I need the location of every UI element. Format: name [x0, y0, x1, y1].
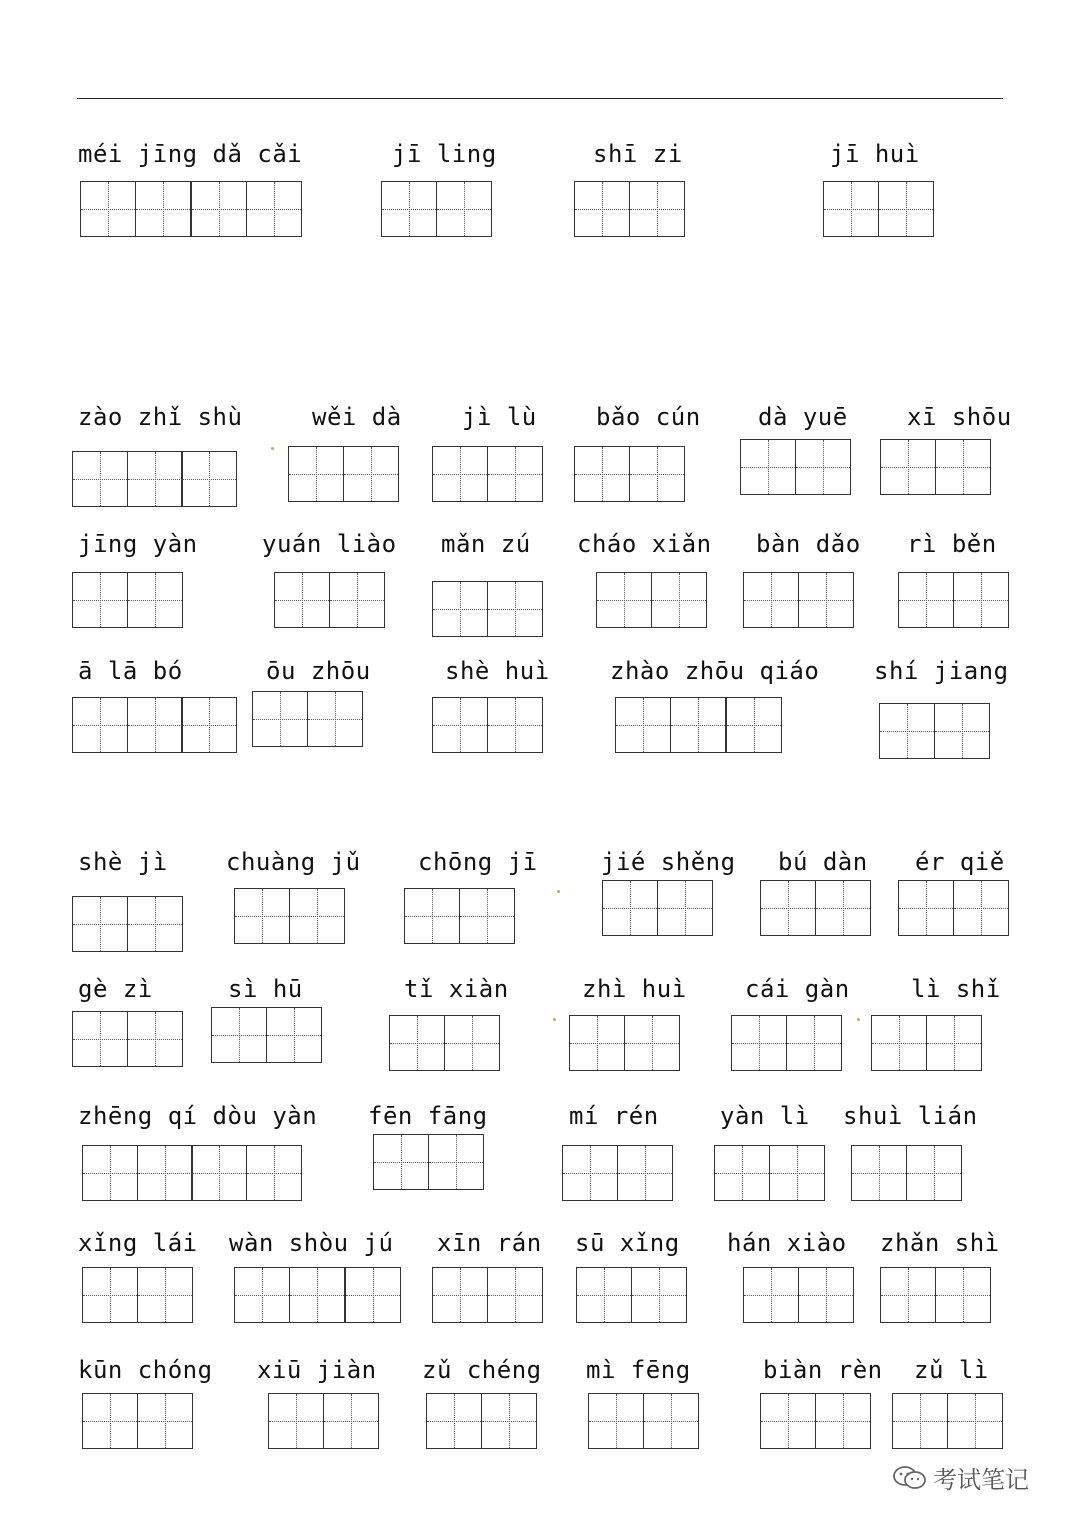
tianzige-cell[interactable]: [72, 896, 128, 952]
tianzige-cell[interactable]: [436, 181, 492, 237]
tianzige-cell[interactable]: [211, 1007, 267, 1063]
pinyin-prompt: ōu zhōu: [266, 657, 371, 685]
tianzige-cell[interactable]: [459, 888, 515, 944]
pinyin-prompt: lì shǐ: [911, 975, 1001, 1003]
pinyin-prompt: shè jì: [78, 848, 168, 876]
pinyin-prompt: chōng jī: [418, 848, 538, 876]
writing-grid[interactable]: [404, 888, 513, 944]
pinyin-prompt: yuán liào: [262, 530, 397, 558]
tianzige-cell[interactable]: [892, 1393, 948, 1449]
pinyin-prompt: dà yuē: [758, 403, 848, 431]
tianzige-cell[interactable]: [926, 1015, 982, 1071]
tianzige-cell[interactable]: [823, 181, 879, 237]
pinyin-prompt: zhǎn shì: [880, 1229, 1000, 1257]
speck: [271, 447, 274, 450]
tianzige-cell[interactable]: [181, 697, 237, 753]
pinyin-prompt: zhēng qí dòu yàn: [78, 1102, 318, 1130]
tianzige-cell[interactable]: [307, 691, 363, 747]
tianzige-cell[interactable]: [234, 1267, 290, 1323]
writing-grid[interactable]: [432, 697, 541, 753]
tianzige-cell[interactable]: [602, 880, 658, 936]
pinyin-prompt: bú dàn: [778, 848, 868, 876]
tianzige-cell[interactable]: [289, 888, 345, 944]
tianzige-cell[interactable]: [953, 572, 1009, 628]
tianzige-cell[interactable]: [432, 446, 488, 502]
writing-grid[interactable]: [871, 1015, 980, 1071]
writing-grid[interactable]: [588, 1393, 697, 1449]
tianzige-cell[interactable]: [127, 572, 183, 628]
tianzige-cell[interactable]: [252, 691, 308, 747]
tianzige-cell[interactable]: [246, 1145, 302, 1201]
tianzige-cell[interactable]: [329, 572, 385, 628]
pinyin-prompt: zǔ chéng: [422, 1356, 542, 1384]
writing-grid[interactable]: [760, 880, 869, 936]
tianzige-cell[interactable]: [82, 1267, 138, 1323]
tianzige-cell[interactable]: [127, 1011, 183, 1067]
pinyin-prompt: tǐ xiàn: [404, 975, 509, 1003]
tianzige-cell[interactable]: [487, 446, 543, 502]
tianzige-cell[interactable]: [740, 439, 796, 495]
tianzige-cell[interactable]: [268, 1393, 324, 1449]
tianzige-cell[interactable]: [574, 446, 630, 502]
pinyin-prompt: xǐng lái: [78, 1229, 198, 1257]
tianzige-cell[interactable]: [880, 1267, 936, 1323]
tianzige-cell[interactable]: [871, 1015, 927, 1071]
writing-grid[interactable]: [892, 1393, 1001, 1449]
writing-grid[interactable]: [569, 1015, 678, 1071]
pinyin-prompt: jī ling: [392, 140, 497, 168]
pinyin-prompt: shí jiang: [874, 657, 1009, 685]
tianzige-cell[interactable]: [72, 572, 128, 628]
tianzige-cell[interactable]: [373, 1134, 429, 1190]
writing-grid[interactable]: [731, 1015, 840, 1071]
writing-grid[interactable]: [898, 880, 1007, 936]
tianzige-cell[interactable]: [615, 697, 671, 753]
pinyin-prompt: cái gàn: [745, 975, 850, 1003]
tianzige-cell[interactable]: [343, 446, 399, 502]
tianzige-cell[interactable]: [191, 181, 247, 237]
writing-grid[interactable]: [432, 1267, 541, 1323]
writing-grid[interactable]: [72, 896, 181, 952]
pinyin-prompt: zǔ lì: [914, 1356, 989, 1384]
tianzige-cell[interactable]: [769, 1145, 825, 1201]
pinyin-prompt: fēn fāng: [368, 1102, 488, 1130]
tianzige-cell[interactable]: [82, 1145, 138, 1201]
writing-grid[interactable]: [432, 446, 541, 502]
tianzige-cell[interactable]: [404, 888, 460, 944]
writing-grid[interactable]: [576, 1267, 685, 1323]
tianzige-cell[interactable]: [246, 181, 302, 237]
writing-grid[interactable]: [82, 1145, 300, 1201]
tianzige-cell[interactable]: [432, 1267, 488, 1323]
writing-grid[interactable]: [288, 446, 397, 502]
pinyin-prompt: ér qiě: [915, 848, 1005, 876]
pinyin-prompt: shī zi: [593, 140, 683, 168]
tianzige-cell[interactable]: [288, 446, 344, 502]
tianzige-cell[interactable]: [569, 1015, 625, 1071]
tianzige-cell[interactable]: [815, 880, 871, 936]
writing-grid[interactable]: [426, 1393, 535, 1449]
tianzige-cell[interactable]: [898, 880, 954, 936]
tianzige-cell[interactable]: [631, 1267, 687, 1323]
tianzige-cell[interactable]: [432, 581, 488, 637]
tianzige-cell[interactable]: [234, 888, 290, 944]
pinyin-prompt: shè huì: [445, 657, 550, 685]
tianzige-cell[interactable]: [760, 1393, 816, 1449]
pinyin-prompt: wàn shòu jú: [229, 1229, 394, 1257]
writing-grid[interactable]: [615, 697, 781, 753]
writing-grid[interactable]: [596, 572, 705, 628]
tianzige-cell[interactable]: [851, 1145, 907, 1201]
tianzige-cell[interactable]: [670, 697, 726, 753]
pinyin-prompt: rì běn: [907, 530, 997, 558]
tianzige-cell[interactable]: [588, 1393, 644, 1449]
wechat-icon: [893, 1465, 927, 1491]
pinyin-prompt: zhì huì: [582, 975, 687, 1003]
writing-grid[interactable]: [389, 1015, 498, 1071]
watermark: [893, 1460, 1029, 1495]
pinyin-prompt: jīng yàn: [78, 530, 198, 558]
writing-grid[interactable]: [851, 1145, 960, 1201]
writing-grid[interactable]: [211, 1007, 320, 1063]
tianzige-cell[interactable]: [596, 572, 652, 628]
pinyin-prompt: méi jīng dǎ cǎi: [78, 140, 303, 168]
writing-grid[interactable]: [743, 1267, 852, 1323]
tianzige-cell[interactable]: [72, 451, 128, 507]
tianzige-cell[interactable]: [657, 880, 713, 936]
tianzige-cell[interactable]: [323, 1393, 379, 1449]
tianzige-cell[interactable]: [743, 1267, 799, 1323]
writing-grid[interactable]: [823, 181, 932, 237]
writing-grid[interactable]: [760, 1393, 869, 1449]
writing-grid[interactable]: [82, 1267, 191, 1323]
tianzige-cell[interactable]: [935, 1267, 991, 1323]
tianzige-cell[interactable]: [345, 1267, 401, 1323]
pinyin-prompt: xiū jiàn: [257, 1356, 377, 1384]
pinyin-prompt: hán xiào: [727, 1229, 847, 1257]
pinyin-prompt: bàn dǎo: [756, 530, 861, 558]
tianzige-cell[interactable]: [127, 697, 183, 753]
tianzige-cell[interactable]: [487, 1267, 543, 1323]
tianzige-cell[interactable]: [274, 572, 330, 628]
writing-grid[interactable]: [880, 1267, 989, 1323]
tianzige-cell[interactable]: [266, 1007, 322, 1063]
tianzige-cell[interactable]: [127, 451, 183, 507]
pinyin-prompt: mǎn zú: [441, 530, 531, 558]
top-rule: [77, 98, 1003, 99]
pinyin-prompt: bǎo cún: [596, 403, 701, 431]
writing-grid[interactable]: [879, 703, 988, 759]
writing-grid[interactable]: [234, 1267, 400, 1323]
writing-grid[interactable]: [432, 581, 541, 637]
tianzige-cell[interactable]: [643, 1393, 699, 1449]
tianzige-cell[interactable]: [617, 1145, 673, 1201]
tianzige-cell[interactable]: [629, 181, 685, 237]
tianzige-cell[interactable]: [953, 880, 1009, 936]
tianzige-cell[interactable]: [947, 1393, 1003, 1449]
pinyin-prompt: ā lā bó: [78, 657, 183, 685]
tianzige-cell[interactable]: [487, 581, 543, 637]
writing-grid[interactable]: [82, 1393, 191, 1449]
pinyin-prompt: zhào zhōu qiáo: [610, 657, 820, 685]
writing-grid[interactable]: [880, 439, 989, 495]
pinyin-prompt: yàn lì: [720, 1102, 810, 1130]
writing-grid[interactable]: [898, 572, 1007, 628]
tianzige-cell[interactable]: [444, 1015, 500, 1071]
writing-grid[interactable]: [602, 880, 711, 936]
pinyin-prompt: sū xǐng: [575, 1229, 680, 1257]
writing-grid[interactable]: [562, 1145, 671, 1201]
tianzige-cell[interactable]: [574, 181, 630, 237]
tianzige-cell[interactable]: [135, 181, 191, 237]
tianzige-cell[interactable]: [381, 181, 437, 237]
writing-grid[interactable]: [740, 439, 849, 495]
tianzige-cell[interactable]: [428, 1134, 484, 1190]
tianzige-cell[interactable]: [651, 572, 707, 628]
pinyin-prompt: xīn rán: [437, 1229, 542, 1257]
pinyin-prompt: jì lù: [462, 403, 537, 431]
tianzige-cell[interactable]: [191, 1145, 247, 1201]
writing-grid[interactable]: [234, 888, 343, 944]
tianzige-cell[interactable]: [72, 697, 128, 753]
tianzige-cell[interactable]: [935, 439, 991, 495]
tianzige-cell[interactable]: [426, 1393, 482, 1449]
tianzige-cell[interactable]: [72, 1011, 128, 1067]
writing-grid[interactable]: [252, 691, 361, 747]
pinyin-prompt: mí rén: [569, 1102, 659, 1130]
speck: [553, 1018, 556, 1021]
tianzige-cell[interactable]: [934, 703, 990, 759]
speck: [557, 890, 560, 893]
tianzige-cell[interactable]: [878, 181, 934, 237]
writing-grid[interactable]: [268, 1393, 377, 1449]
tianzige-cell[interactable]: [80, 181, 136, 237]
writing-grid[interactable]: [373, 1134, 482, 1190]
tianzige-cell[interactable]: [906, 1145, 962, 1201]
pinyin-prompt: jī huì: [830, 140, 920, 168]
speck: [857, 1018, 860, 1021]
tianzige-cell[interactable]: [82, 1393, 138, 1449]
tianzige-cell[interactable]: [731, 1015, 787, 1071]
tianzige-cell[interactable]: [786, 1015, 842, 1071]
tianzige-cell[interactable]: [137, 1145, 193, 1201]
tianzige-cell[interactable]: [562, 1145, 618, 1201]
tianzige-cell[interactable]: [629, 446, 685, 502]
writing-grid[interactable]: [714, 1145, 823, 1201]
tianzige-cell[interactable]: [798, 1267, 854, 1323]
tianzige-cell[interactable]: [137, 1267, 193, 1323]
pinyin-prompt: gè zì: [78, 975, 153, 1003]
writing-grid[interactable]: [72, 572, 181, 628]
tianzige-cell[interactable]: [127, 896, 183, 952]
pinyin-prompt: jié shěng: [601, 848, 736, 876]
tianzige-cell[interactable]: [181, 451, 237, 507]
writing-grid[interactable]: [743, 572, 852, 628]
pinyin-prompt: mì fēng: [586, 1356, 691, 1384]
writing-grid[interactable]: [72, 1011, 181, 1067]
pinyin-prompt: biàn rèn: [763, 1356, 883, 1384]
pinyin-prompt: zào zhǐ shù: [78, 403, 243, 431]
pinyin-prompt: sì hū: [228, 975, 303, 1003]
tianzige-cell[interactable]: [389, 1015, 445, 1071]
writing-grid[interactable]: [72, 451, 236, 507]
tianzige-cell[interactable]: [481, 1393, 537, 1449]
writing-grid[interactable]: [72, 697, 236, 753]
pinyin-prompt: xī shōu: [907, 403, 1012, 431]
tianzige-cell[interactable]: [576, 1267, 632, 1323]
tianzige-cell[interactable]: [743, 572, 799, 628]
pinyin-prompt: shuì lián: [843, 1102, 978, 1130]
tianzige-cell[interactable]: [798, 572, 854, 628]
tianzige-cell[interactable]: [760, 880, 816, 936]
writing-grid[interactable]: [381, 181, 490, 237]
tianzige-cell[interactable]: [726, 697, 782, 753]
writing-grid[interactable]: [80, 181, 300, 237]
watermark-text: 考试笔记: [933, 1466, 1029, 1494]
pinyin-prompt: kūn chóng: [78, 1356, 213, 1384]
tianzige-cell[interactable]: [815, 1393, 871, 1449]
tianzige-cell[interactable]: [795, 439, 851, 495]
tianzige-cell[interactable]: [879, 703, 935, 759]
tianzige-cell[interactable]: [289, 1267, 345, 1323]
tianzige-cell[interactable]: [714, 1145, 770, 1201]
tianzige-cell[interactable]: [624, 1015, 680, 1071]
pinyin-prompt: wěi dà: [312, 403, 402, 431]
writing-grid[interactable]: [574, 181, 683, 237]
pinyin-prompt: chuàng jǔ: [226, 848, 361, 876]
tianzige-cell[interactable]: [898, 572, 954, 628]
tianzige-cell[interactable]: [137, 1393, 193, 1449]
tianzige-cell[interactable]: [432, 697, 488, 753]
writing-grid[interactable]: [274, 572, 383, 628]
tianzige-cell[interactable]: [880, 439, 936, 495]
writing-grid[interactable]: [574, 446, 683, 502]
pinyin-prompt: cháo xiǎn: [577, 530, 712, 558]
tianzige-cell[interactable]: [487, 697, 543, 753]
